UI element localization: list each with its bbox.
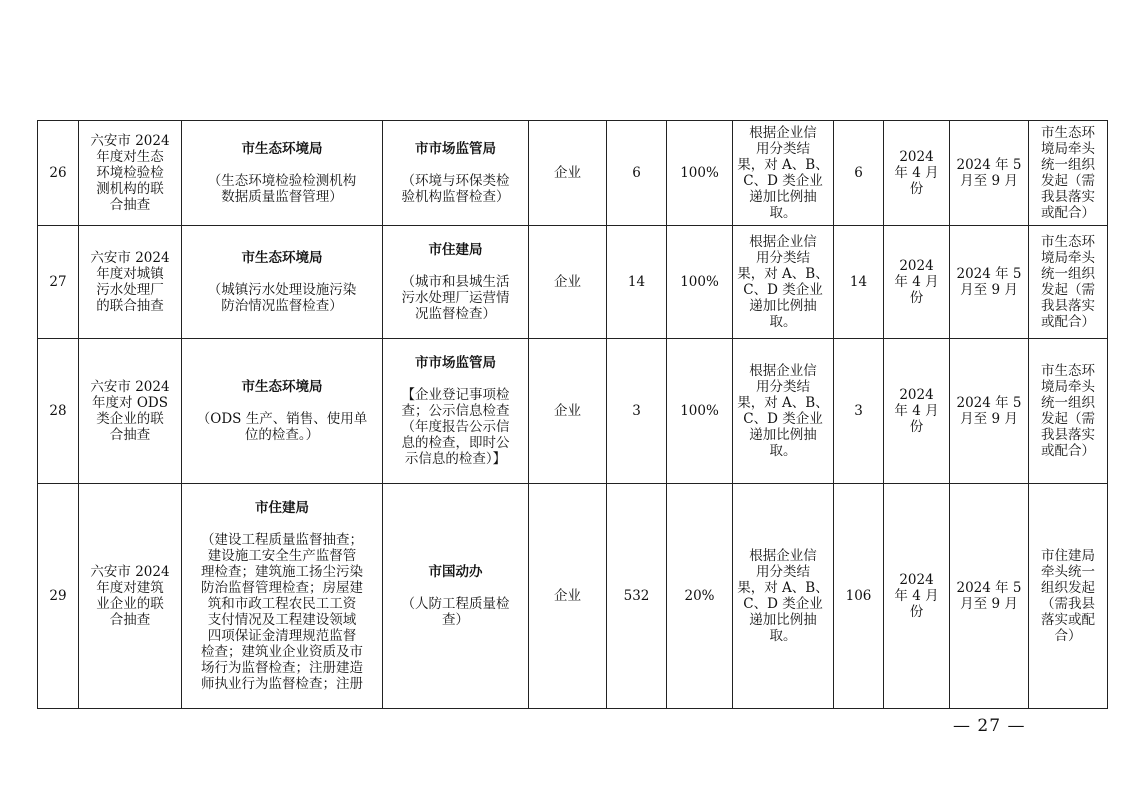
lead-department-cell <box>182 339 383 484</box>
sampling-method: 根据企业信 用分类结 果，对 A、B、 C、D 类企业 递加比例抽 取。 <box>733 226 834 339</box>
inspection-object: 企业 <box>529 339 607 484</box>
coop-department-cell <box>383 121 529 226</box>
object-count: 532 <box>607 484 667 709</box>
object-count: 3 <box>607 339 667 484</box>
page-number: — 27 — <box>953 716 1026 736</box>
table-row <box>38 484 1108 709</box>
inspection-period: 2024 年 5 月至 9 月 <box>950 339 1029 484</box>
coop-scope: （城市和县城生活 污水处理厂运营情 况监督检查） <box>401 274 510 322</box>
lead-department-cell <box>182 484 383 709</box>
lead-scope: （建设工程质量监督抽查； 建设施工安全生产监督管 理检查；建筑施工扬尘污染 防治监督管理检查；房屋建 筑和市政工程农民工工资 支付情况及工程建设领域 四项保证金清理规范监督 检查；建筑业企业资质及市 场行为监督检查；注册建造 师执业行为监督检查；注册 <box>201 532 363 692</box>
coop-scope: （环境与环保类检 验机构监督检查） <box>401 173 510 205</box>
inspection-period: 2024 年 5 月至 9 月 <box>950 484 1029 709</box>
lead-department: 市生态环境局 <box>241 250 323 266</box>
row-number: 28 <box>38 339 79 484</box>
row-number: 29 <box>38 484 79 709</box>
remark: 市生态环 境局牵头 统一组织 发起（需 我县落实 或配合） <box>1029 226 1108 339</box>
sampling-ratio: 100% <box>667 121 733 226</box>
inspection-object: 企业 <box>529 121 607 226</box>
inspection-period: 2024 年 5 月至 9 月 <box>950 226 1029 339</box>
coop-department-cell <box>383 484 529 709</box>
task-name: 六安市 2024 年度对 ODS 类企业的联 合抽查 <box>79 339 182 484</box>
table-row <box>38 226 1108 339</box>
coop-scope: （人防工程质量检 查） <box>401 596 510 628</box>
coop-department: 市市场监管局 <box>415 141 496 157</box>
lead-scope: （城镇污水处理设施污染 防治情况监督检查） <box>207 282 357 314</box>
sampling-method: 根据企业信 用分类结 果，对 A、B、 C、D 类企业 递加比例抽 取。 <box>733 484 834 709</box>
object-count: 14 <box>607 226 667 339</box>
coop-department: 市住建局 <box>428 242 483 258</box>
start-time: 2024 年 4 月 份 <box>884 226 950 339</box>
start-time: 2024 年 4 月 份 <box>884 121 950 226</box>
task-name: 六安市 2024 年度对生态 环境检验检 测机构的联 合抽查 <box>79 121 182 226</box>
remark: 市生态环 境局牵头 统一组织 发起（需 我县落实 或配合） <box>1029 121 1108 226</box>
coop-department: 市国动办 <box>428 564 483 580</box>
task-name: 六安市 2024 年度对城镇 污水处理厂 的联合抽查 <box>79 226 182 339</box>
sampling-ratio: 20% <box>667 484 733 709</box>
sample-count: 6 <box>834 121 884 226</box>
task-name: 六安市 2024 年度对建筑 业企业的联 合抽查 <box>79 484 182 709</box>
sampling-ratio: 100% <box>667 339 733 484</box>
sampling-method: 根据企业信 用分类结 果，对 A、B、 C、D 类企业 递加比例抽 取。 <box>733 121 834 226</box>
coop-department: 市市场监管局 <box>415 355 496 371</box>
row-number: 26 <box>38 121 79 226</box>
object-count: 6 <box>607 121 667 226</box>
table-row <box>38 121 1108 226</box>
lead-department-cell <box>182 121 383 226</box>
inspection-object: 企业 <box>529 484 607 709</box>
row-number: 27 <box>38 226 79 339</box>
lead-scope: （生态环境检验检测机构 数据质量监督管理） <box>207 173 357 205</box>
inspection-period: 2024 年 5 月至 9 月 <box>950 121 1029 226</box>
remark: 市生态环 境局牵头 统一组织 发起（需 我县落实 或配合） <box>1029 339 1108 484</box>
remark: 市住建局 牵头统一 组织发起 （需我县 落实或配 合） <box>1029 484 1108 709</box>
lead-department: 市住建局 <box>255 500 309 516</box>
sample-count: 14 <box>834 226 884 339</box>
inspection-object: 企业 <box>529 226 607 339</box>
sampling-method: 根据企业信 用分类结 果，对 A、B、 C、D 类企业 递加比例抽 取。 <box>733 339 834 484</box>
inspection-table <box>37 120 1108 709</box>
coop-department-cell <box>383 226 529 339</box>
sample-count: 106 <box>834 484 884 709</box>
sampling-ratio: 100% <box>667 226 733 339</box>
coop-scope: 【企业登记事项检 查；公示信息检查 （年度报告公示信 息的检查，即时公 示信息的检查）】 <box>401 387 510 467</box>
lead-department: 市生态环境局 <box>241 379 323 395</box>
start-time: 2024 年 4 月 份 <box>884 339 950 484</box>
table-row <box>38 339 1108 484</box>
lead-department: 市生态环境局 <box>241 141 323 157</box>
lead-department-cell <box>182 226 383 339</box>
coop-department-cell <box>383 339 529 484</box>
sample-count: 3 <box>834 339 884 484</box>
start-time: 2024 年 4 月 份 <box>884 484 950 709</box>
lead-scope: （ODS 生产、销售、使用单 位的检查。） <box>196 411 368 443</box>
